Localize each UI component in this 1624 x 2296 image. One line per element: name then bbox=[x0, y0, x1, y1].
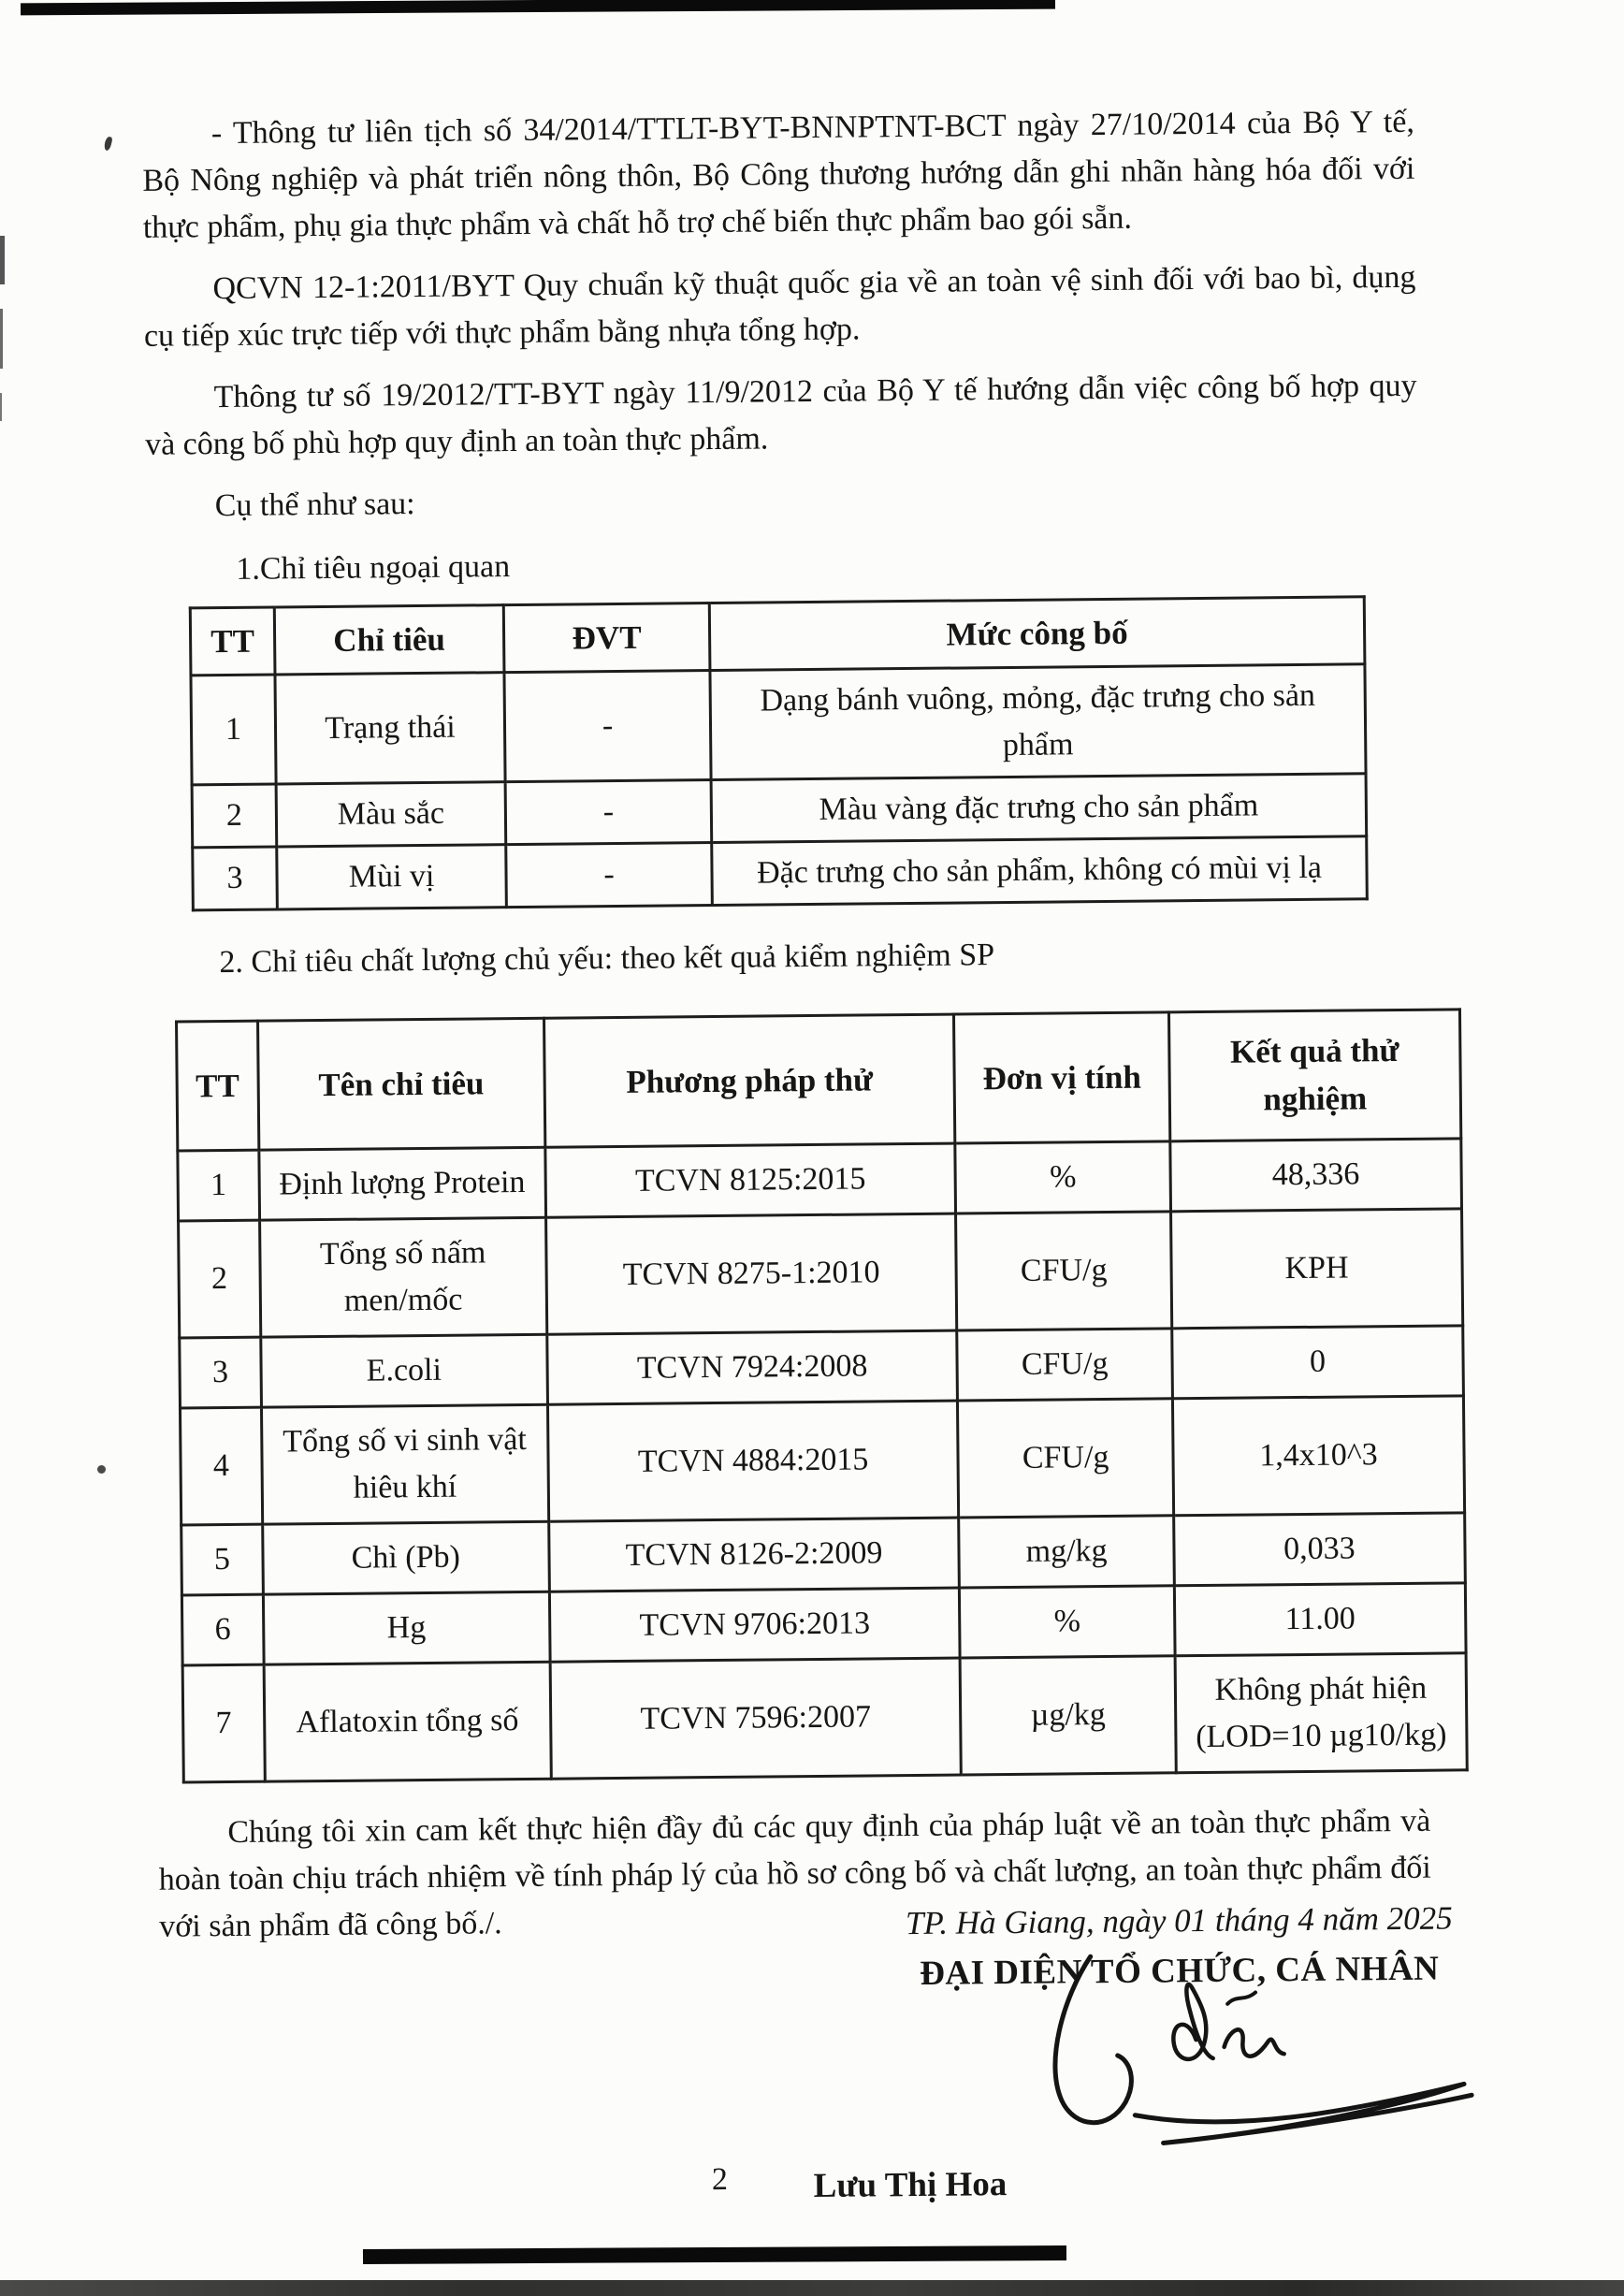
table-cell: Đặc trưng cho sản phẩm, không có mùi vị lạ bbox=[712, 836, 1368, 906]
table-row bbox=[178, 1139, 1462, 1221]
table-cell: 0 bbox=[1172, 1326, 1464, 1399]
table-header-cell: Chỉ tiêu bbox=[274, 604, 504, 675]
table-cell: TCVN 8275-1:2010 bbox=[545, 1213, 957, 1334]
table-cell: 7 bbox=[182, 1664, 265, 1782]
table-cell: 3 bbox=[193, 847, 278, 910]
section2-heading: 2. Chỉ tiêu chất lượng chủ yếu: theo kết quả kiểm nghiệm SP bbox=[219, 937, 995, 981]
table-row bbox=[192, 774, 1367, 848]
table-cell: 3 bbox=[180, 1337, 261, 1408]
table-row bbox=[182, 1652, 1467, 1781]
table-cell: mg/kg bbox=[959, 1516, 1174, 1588]
table-cell: 1 bbox=[191, 675, 276, 785]
table-header-cell: ĐVT bbox=[503, 603, 710, 673]
table-header-cell: TT bbox=[177, 1021, 259, 1151]
handwritten-signature bbox=[950, 1947, 1476, 2158]
table-header-cell: Mức công bố bbox=[709, 597, 1365, 671]
table-row bbox=[180, 1326, 1464, 1408]
table-cell: - bbox=[506, 843, 713, 908]
commitment-paragraph: Chúng tôi xin cam kết thực hiện đầy đủ các quy định của pháp luật về an toàn thực phẩm và hoàn toàn chịu trách nhiệm về tính pháp lý của hồ sơ công bố và chất lượng, an toàn thực phẩm đối với sản phẩm đã công bố./. bbox=[158, 1803, 1431, 1944]
table-cell: Tổng số vi sinh vật hiêu khí bbox=[261, 1404, 548, 1524]
table-cell: 1,4x10^3 bbox=[1172, 1396, 1464, 1516]
table-header-cell: Tên chỉ tiêu bbox=[257, 1018, 544, 1150]
table-header-cell: Đơn vị tính bbox=[954, 1012, 1170, 1143]
table-cell: 48,336 bbox=[1170, 1139, 1462, 1212]
table-cell: 11.00 bbox=[1174, 1582, 1466, 1655]
table-cell: µg/kg bbox=[960, 1655, 1176, 1774]
table-header-row bbox=[177, 1010, 1461, 1151]
table-cell: Hg bbox=[263, 1591, 550, 1664]
table-header-cell: Phương pháp thử bbox=[544, 1014, 955, 1147]
table-cell: - bbox=[505, 780, 712, 845]
table-row bbox=[193, 836, 1368, 910]
table-cell: 2 bbox=[192, 784, 277, 848]
table-cell: CFU/g bbox=[957, 1329, 1172, 1401]
table-cell: Trạng thái bbox=[275, 673, 505, 784]
table-cell: Dạng bánh vuông, mỏng, đặc trưng cho sản phẩm bbox=[710, 664, 1366, 780]
table-cell: % bbox=[960, 1585, 1175, 1657]
table-cell: TCVN 8125:2015 bbox=[545, 1143, 956, 1217]
table-cell: Định lượng Protein bbox=[259, 1147, 546, 1220]
table-cell: TCVN 8126-2:2009 bbox=[548, 1518, 959, 1591]
table-cell: 2 bbox=[179, 1220, 261, 1338]
table-row bbox=[191, 664, 1366, 785]
page-number: 2 bbox=[711, 2161, 729, 2198]
appearance-criteria-table bbox=[189, 595, 1369, 911]
table-cell: Không phát hiện (LOD=10 µg10/kg) bbox=[1175, 1652, 1467, 1772]
signer-name: Lưu Thị Hoa bbox=[813, 2165, 1008, 2206]
table-cell: TCVN 7596:2007 bbox=[550, 1658, 962, 1779]
paragraph-qcvn: QCVN 12-1:2011/BYT Quy chuẩn kỹ thuật quốc gia về an toàn vệ sinh đối với bao bì, dụng cụ tiếp xúc trực tiếp với thực phẩm bằng nhựa tổng hợp. bbox=[143, 259, 1416, 354]
table-cell: 6 bbox=[181, 1594, 263, 1665]
table-cell: 1 bbox=[178, 1150, 259, 1221]
table-header-cell: Kết quả thử nghiệm bbox=[1168, 1010, 1460, 1141]
table-cell: Chì (Pb) bbox=[262, 1521, 549, 1594]
scan-artifact-bottom-edge bbox=[0, 2280, 1624, 2296]
table-cell: E.coli bbox=[260, 1334, 547, 1407]
table-cell: % bbox=[955, 1141, 1170, 1213]
table-cell: KPH bbox=[1170, 1209, 1462, 1329]
paragraph-circular-19: Thông tư số 19/2012/TT-BYT ngày 11/9/2012 của Bộ Y tế hướng dẫn việc công bố hợp quy và công bố phù hợp quy định an toàn thực phẩm. bbox=[144, 368, 1417, 462]
table-cell: Màu vàng đặc trưng cho sản phẩm bbox=[711, 774, 1367, 843]
table-cell: Tổng số nấm men/mốc bbox=[259, 1217, 546, 1337]
table-cell: TCVN 4884:2015 bbox=[547, 1401, 959, 1521]
table-cell: CFU/g bbox=[958, 1399, 1174, 1518]
table-row bbox=[181, 1582, 1466, 1664]
paragraph-cu-the: Cụ thể như sau: bbox=[214, 486, 415, 523]
table-cell: Aflatoxin tổng số bbox=[264, 1662, 551, 1781]
table-cell: 0,033 bbox=[1174, 1513, 1466, 1586]
table-cell: Mùi vị bbox=[277, 845, 507, 909]
paragraph-circular-34: - Thông tư liên tịch số 34/2014/TTLT-BYT-BNNPTNT-BCT ngày 27/10/2014 của Bộ Y tế, Bộ Nông nghiệp và phát triển nông thôn, Bộ Công thương hướng dẫn ghi nhãn hàng hóa đối với thực phẩm, phụ gia thực phẩm và chất hỗ trợ chế biến thực phẩm bao gói sẵn. bbox=[142, 104, 1415, 245]
representative-title: ĐẠI DIỆN TỔ CHỨC, CÁ NHÂN bbox=[920, 1949, 1440, 1993]
table-header-row bbox=[190, 597, 1365, 676]
table-cell: TCVN 7924:2008 bbox=[546, 1330, 957, 1404]
quality-criteria-table bbox=[175, 1008, 1469, 1783]
table-cell: - bbox=[504, 671, 711, 782]
place-date-line: TP. Hà Giang, ngày 01 tháng 4 năm 2025 bbox=[905, 1899, 1453, 1942]
table-header-cell: TT bbox=[190, 607, 275, 676]
table-cell: Màu sắc bbox=[276, 782, 506, 847]
table-row bbox=[180, 1396, 1464, 1525]
table-row bbox=[179, 1209, 1463, 1338]
table-row bbox=[181, 1513, 1466, 1595]
table-cell: TCVN 9706:2013 bbox=[549, 1588, 960, 1662]
section1-heading: 1.Chỉ tiêu ngoại quan bbox=[236, 548, 511, 587]
table-cell: 5 bbox=[181, 1524, 263, 1595]
table-cell: CFU/g bbox=[956, 1212, 1172, 1330]
table-cell: 4 bbox=[180, 1407, 262, 1525]
